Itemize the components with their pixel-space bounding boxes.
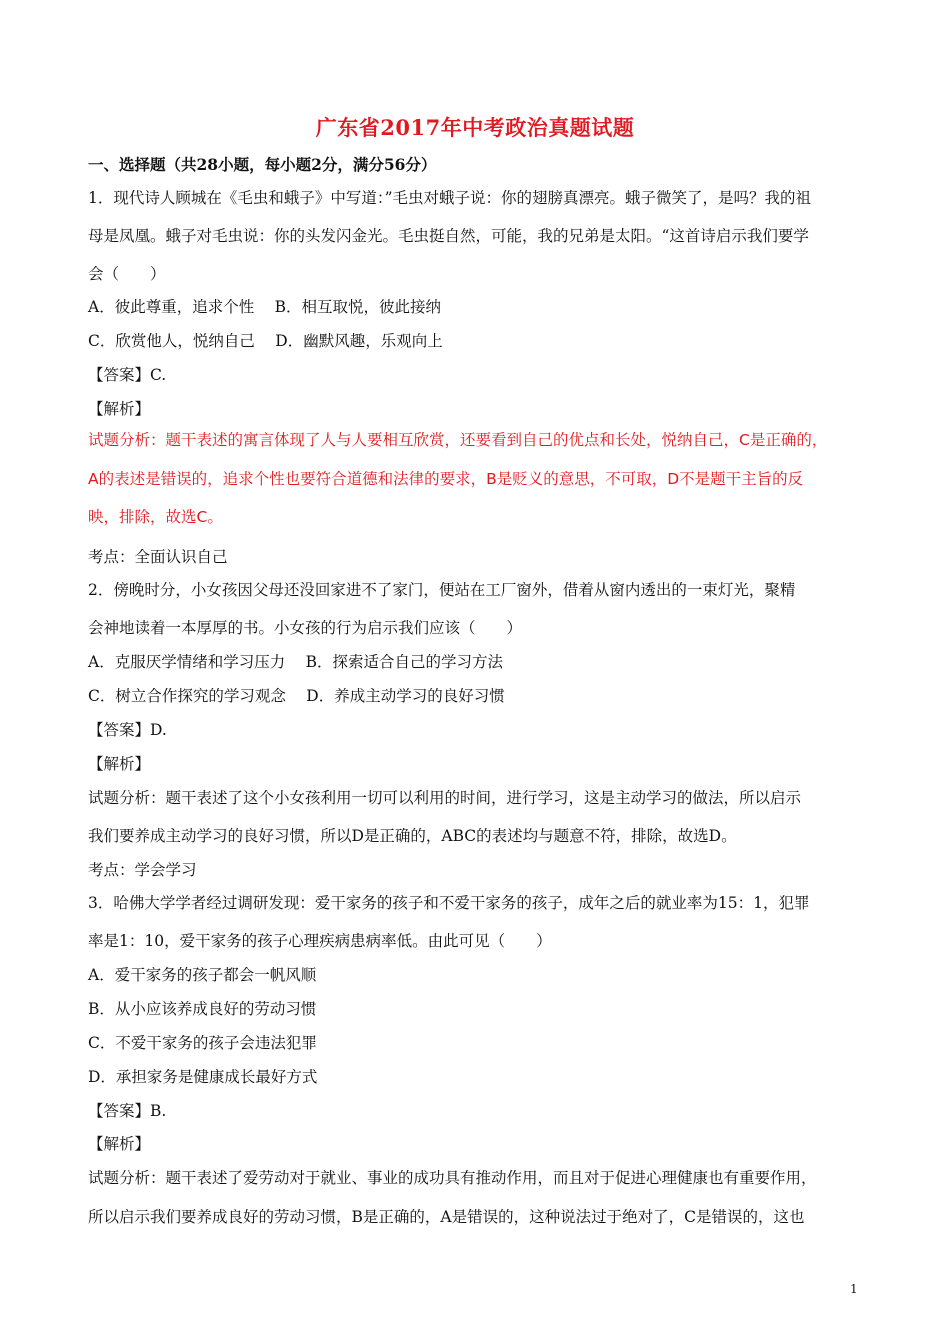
analysis-text-red: 试题分析：题干表述的寓言体现了人与人要相互欣赏，还要看到自己的优点和长处，悦纳自己，C是正确的， [88,431,828,449]
page-number: 1 [850,1282,858,1296]
option-line: C．树立合作探究的学习观念 D．养成主动学习的良好习惯 [88,687,505,705]
text-line: 会（ ） [88,265,166,283]
text-line: 3．哈佛大学学者经过调研发现：爱干家务的孩子和不爱干家务的孩子，成年之后的就业率为15：1，犯罪 [88,894,810,912]
analysis-text: 所以启示我们要养成良好的劳动习惯，B是正确的，A是错误的，这种说法过于绝对了，C是错误的，这也 [88,1208,805,1226]
text-line: 率是1：10，爱干家务的孩子心理疾病患病率低。由此可见（ ） [88,932,552,950]
topic-line: 考点：学会学习 [88,861,197,879]
text-line: 母是凤凰。蛾子对毛虫说：你的头发闪金光。毛虫挺自然，可能，我的兄弟是太阳。“这首诗启示我们要学 [88,227,809,245]
option-line: A．彼此尊重，追求个性 B．相互取悦，彼此接纳 [88,298,442,316]
option-line: B．从小应该养成良好的劳动习惯 [88,1000,317,1018]
page-title: 广东省2017年中考政治真题试题 [315,115,635,140]
option-line: D．承担家务是健康成长最好方式 [88,1068,318,1086]
answer-line: 【答案】B. [88,1102,167,1120]
analysis-text: 试题分析：题干表述了爱劳动对于就业、事业的成功具有推动作用，而且对于促进心理健康也有重要作用， [88,1169,817,1187]
option-line: A．爱干家务的孩子都会一帆风顺 [88,966,317,984]
text-line: 会神地读着一本厚厚的书。小女孩的行为启示我们应该（ ） [88,619,523,637]
analysis-text: 试题分析：题干表述了这个小女孩利用一切可以利用的时间，进行学习，这是主动学习的做法，所以启示 [88,789,802,807]
answer-line: 【答案】C. [88,366,167,384]
text-line: 1．现代诗人顾城在《毛虫和蛾子》中写道：”毛虫对蛾子说：你的翅膀真漂亮。蛾子微笑了，是吗？我的祖 [88,189,812,207]
analysis-label: 【解析】 [88,400,151,418]
answer-line: 【答案】D. [88,721,167,739]
topic-line: 考点：全面认识自己 [88,548,228,566]
option-line: A．克服厌学情绪和学习压力 B．探索适合自己的学习方法 [88,653,504,671]
section-heading: 一、选择题（共28小题，每小题2分，满分56分） [88,155,437,174]
analysis-label: 【解析】 [88,1135,151,1153]
analysis-text: 我们要养成主动学习的良好习惯，所以D是正确的，ABC的表述均与题意不符，排除，故选D。 [88,827,737,845]
option-line: C．欣赏他人，悦纳自己 D．幽默风趣，乐观向上 [88,332,443,350]
analysis-text-red: A的表述是错误的，追求个性也要符合道德和法律的要求，B是贬义的意思，不可取，D不是题干主旨的反 [88,470,804,488]
option-line: C．不爱干家务的孩子会违法犯罪 [88,1034,317,1052]
analysis-text-red: 映，排除，故选C。 [88,508,223,526]
analysis-label: 【解析】 [88,755,151,773]
text-line: 2．傍晚时分，小女孩因父母还没回家进不了家门，便站在工厂窗外，借着从窗内透出的一束灯光，聚精 [88,581,796,599]
